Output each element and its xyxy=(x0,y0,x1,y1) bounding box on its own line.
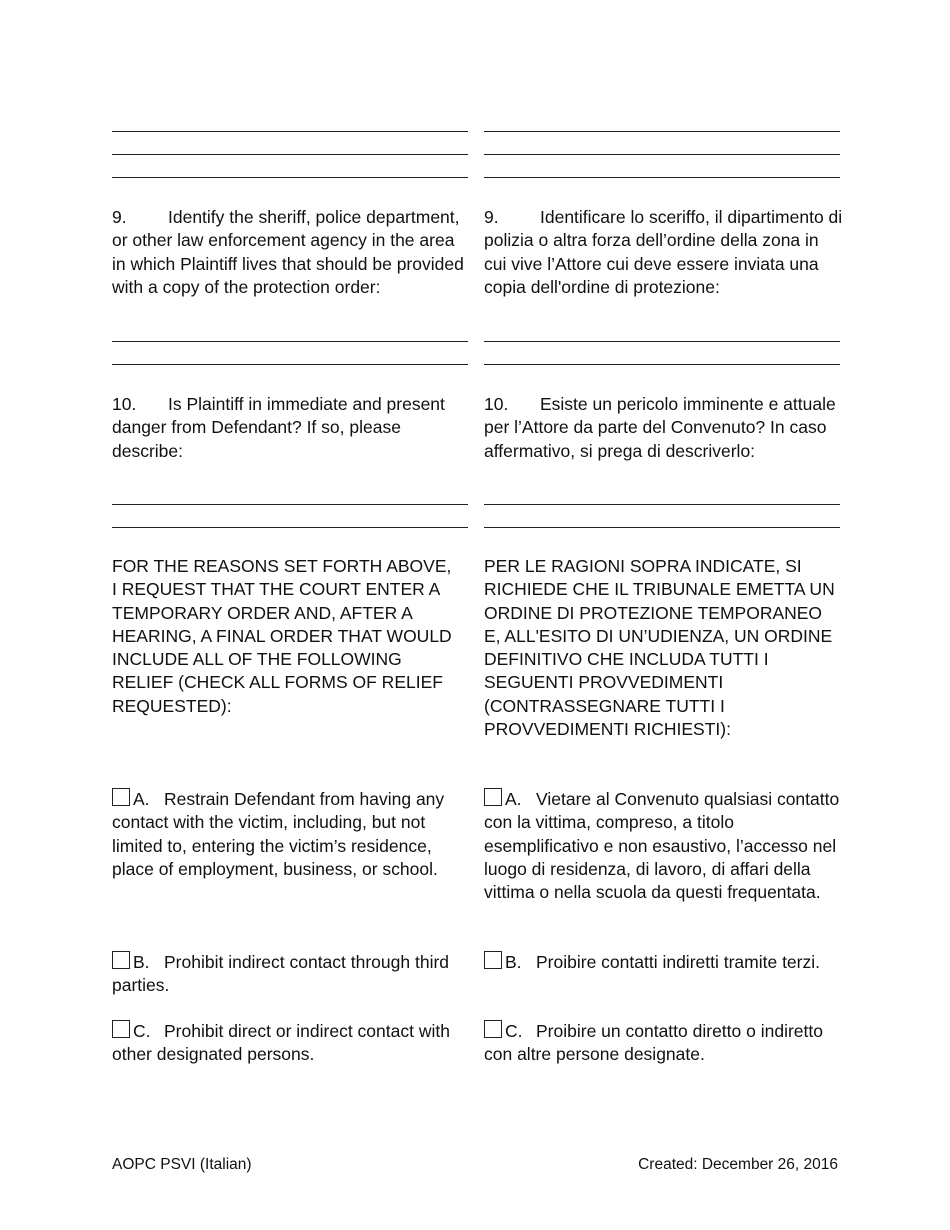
relief-a-checkbox[interactable] xyxy=(112,788,130,806)
relief-option-b-it xyxy=(484,951,842,974)
relief-c-checkbox[interactable] xyxy=(112,1020,130,1038)
relief-option-a-it xyxy=(484,788,842,904)
option-text: Prohibit indirect contact through third parties. xyxy=(112,952,450,996)
relief-option-c-en xyxy=(112,1020,474,1067)
question-text: Identificare lo sceriffo, il dipartimento di polizia o altra forza dell’ordine della zona in cui vive l’Attore cui deve essere inviata una copia dell'ordine di protezione: xyxy=(484,207,843,297)
footer-form-id: AOPC PSVI (Italian) xyxy=(112,1156,252,1173)
option-text: Proibire un contatto diretto o indiretto con altre persone designate. xyxy=(484,1021,823,1065)
question-number: 10. xyxy=(112,394,137,414)
question-9-it xyxy=(484,206,844,299)
question-text: Esiste un pericolo imminente e attuale per l’Attore da parte del Convenuto? In caso affermativo, si prega di descriverlo: xyxy=(484,394,836,461)
question-text: Is Plaintiff in immediate and present danger from Defendant? If so, please describe: xyxy=(112,394,445,461)
option-text: Vietare al Convenuto qualsiasi contatto con la vittima, compreso, a titolo esemplificativo e non esaustivo, l’accesso nel luogo di residenza, di lavoro, di affari della vittima o nella scuola da questi frequentata. xyxy=(484,789,840,903)
option-text: Restrain Defendant from having any contact with the victim, including, but not limited to, entering the victim’s residence, place of employment, business, or school. xyxy=(112,789,445,879)
question-number: 9. xyxy=(112,207,127,227)
answer-lines-q9-left[interactable] xyxy=(112,330,468,365)
question-10-it xyxy=(484,393,844,463)
question-text: Identify the sheriff, police department, or other law enforcement agency in the area in which Plaintiff lives that should be provided with a copy of the protection order: xyxy=(112,207,464,297)
option-letter: B. xyxy=(505,952,522,972)
relief-request-en: FOR THE REASONS SET FORTH ABOVE, I REQUEST THAT THE COURT ENTER A TEMPORARY ORDER AND, AFTER A HEARING, A FINAL ORDER THAT WOULD INCLUDE ALL OF THE FOLLOWING RELIEF (CHECK ALL FORMS OF RELIEF REQUESTED): xyxy=(112,556,452,716)
relief-option-b-en xyxy=(112,951,474,998)
answer-lines-q10-left[interactable] xyxy=(112,493,468,528)
option-letter: C. xyxy=(133,1021,151,1041)
relief-b-checkbox[interactable] xyxy=(484,951,502,969)
answer-lines-top-right[interactable] xyxy=(484,120,840,178)
question-number: 10. xyxy=(484,394,509,414)
answer-lines-top-left[interactable] xyxy=(112,120,468,178)
option-text: Proibire contatti indiretti tramite terzi. xyxy=(536,952,820,972)
question-10-en xyxy=(112,393,472,463)
relief-option-c-it xyxy=(484,1020,842,1067)
option-letter: C. xyxy=(505,1021,523,1041)
option-letter: A. xyxy=(133,789,150,809)
question-9-en xyxy=(112,206,472,299)
relief-a-checkbox[interactable] xyxy=(484,788,502,806)
relief-request-it: PER LE RAGIONI SOPRA INDICATE, SI RICHIEDE CHE IL TRIBUNALE EMETTA UN ORDINE DI PROTEZIONE TEMPORANEO E, ALL'ESITO DI UN’UDIENZA, UN ORDINE DEFINITIVO CHE INCLUDA TUTTI I SEGUENTI PROVVEDIMENTI (CONTRASSEGNARE TUTTI I PROVVEDIMENTI RICHIESTI): xyxy=(484,556,835,740)
option-letter: A. xyxy=(505,789,522,809)
relief-b-checkbox[interactable] xyxy=(112,951,130,969)
answer-lines-q9-right[interactable] xyxy=(484,330,840,365)
option-letter: B. xyxy=(133,952,150,972)
option-text: Prohibit direct or indirect contact with other designated persons. xyxy=(112,1021,450,1065)
relief-c-checkbox[interactable] xyxy=(484,1020,502,1038)
answer-lines-q10-right[interactable] xyxy=(484,493,840,528)
relief-option-a-en xyxy=(112,788,474,881)
footer-created-date: Created: December 26, 2016 xyxy=(638,1156,838,1173)
question-number: 9. xyxy=(484,207,499,227)
